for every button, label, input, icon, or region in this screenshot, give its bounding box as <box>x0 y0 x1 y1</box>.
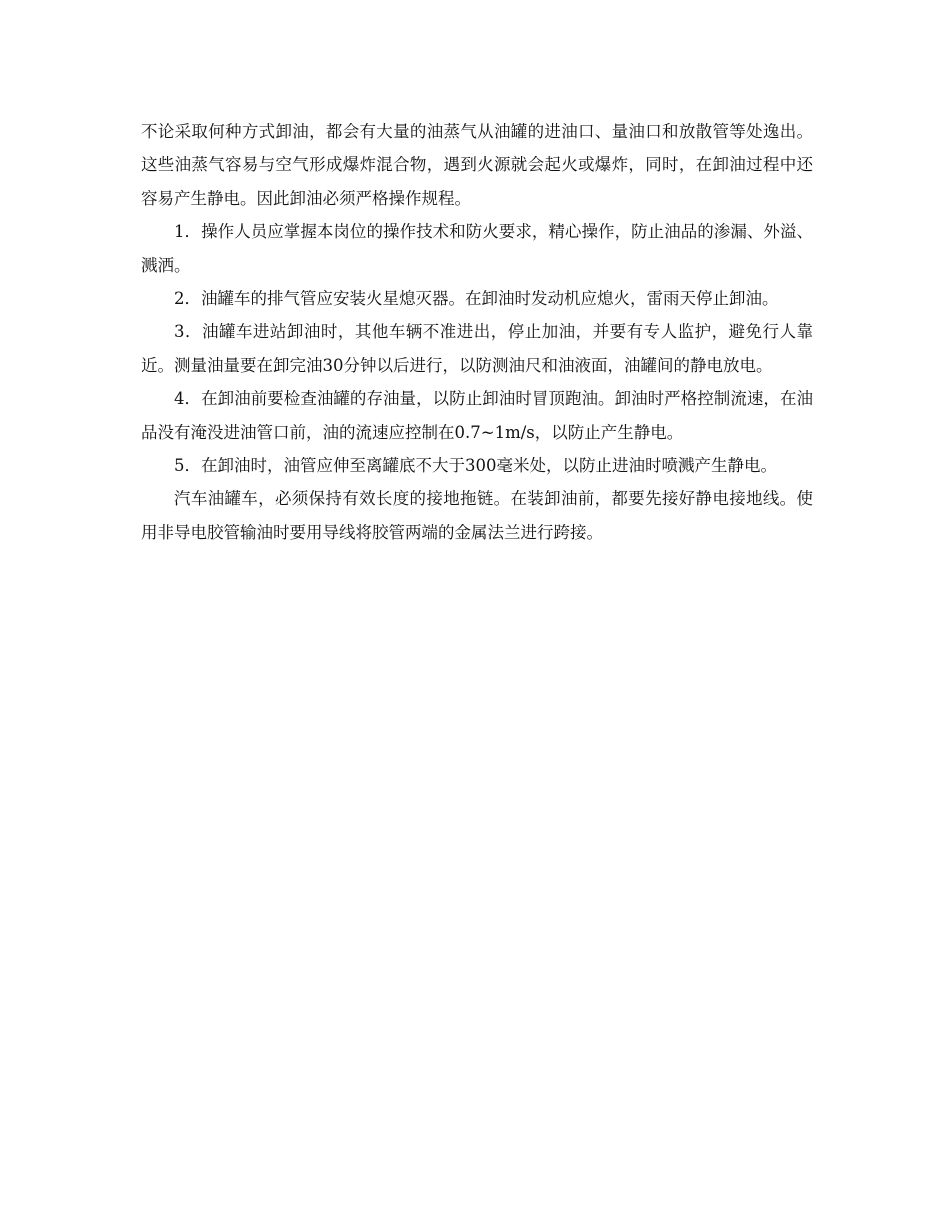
paragraph-item-2: 2．油罐车的排气管应安装火星熄灭器。在卸油时发动机应熄火，雷雨天停止卸油。 <box>174 289 779 309</box>
paragraph-item-4: 4．在卸油前要检查油罐的存油量，以防止卸油时冒顶跑油。卸油时严格控制流速，在油品没有淹没进油管口前，油的流速应控制在0.7~1m/s，以防止产生静电。 <box>141 389 813 442</box>
document-body <box>141 115 813 549</box>
paragraph-closing: 汽车油罐车，必须保持有效长度的接地拖链。在装卸油前，都要先接好静电接地线。使用非导电胶管输油时要用导线将胶管两端的金属法兰进行跨接。 <box>141 489 813 542</box>
paragraph-item-3: 3．油罐车进站卸油时，其他车辆不准进出，停止加油，并要有专人监护，避免行人靠近。测量油量要在卸完油30分钟以后进行，以防测油尺和油液面，油罐间的静电放电。 <box>141 322 813 375</box>
paragraph-item-5: 5．在卸油时，油管应伸至离罐底不大于300毫米处，以防止进油时喷溅产生静电。 <box>174 456 777 476</box>
paragraph-intro: 不论采取何种方式卸油，都会有大量的油蒸气从油罐的进油口、量油口和放散管等处逸出。这些油蒸气容易与空气形成爆炸混合物，遇到火源就会起火或爆炸，同时，在卸油过程中还容易产生静电。因此卸油必须严格操作规程。 <box>141 122 813 208</box>
paragraph-item-1: 1．操作人员应掌握本岗位的操作技术和防火要求，精心操作，防止油品的渗漏、外溢、溅洒。 <box>141 222 813 275</box>
